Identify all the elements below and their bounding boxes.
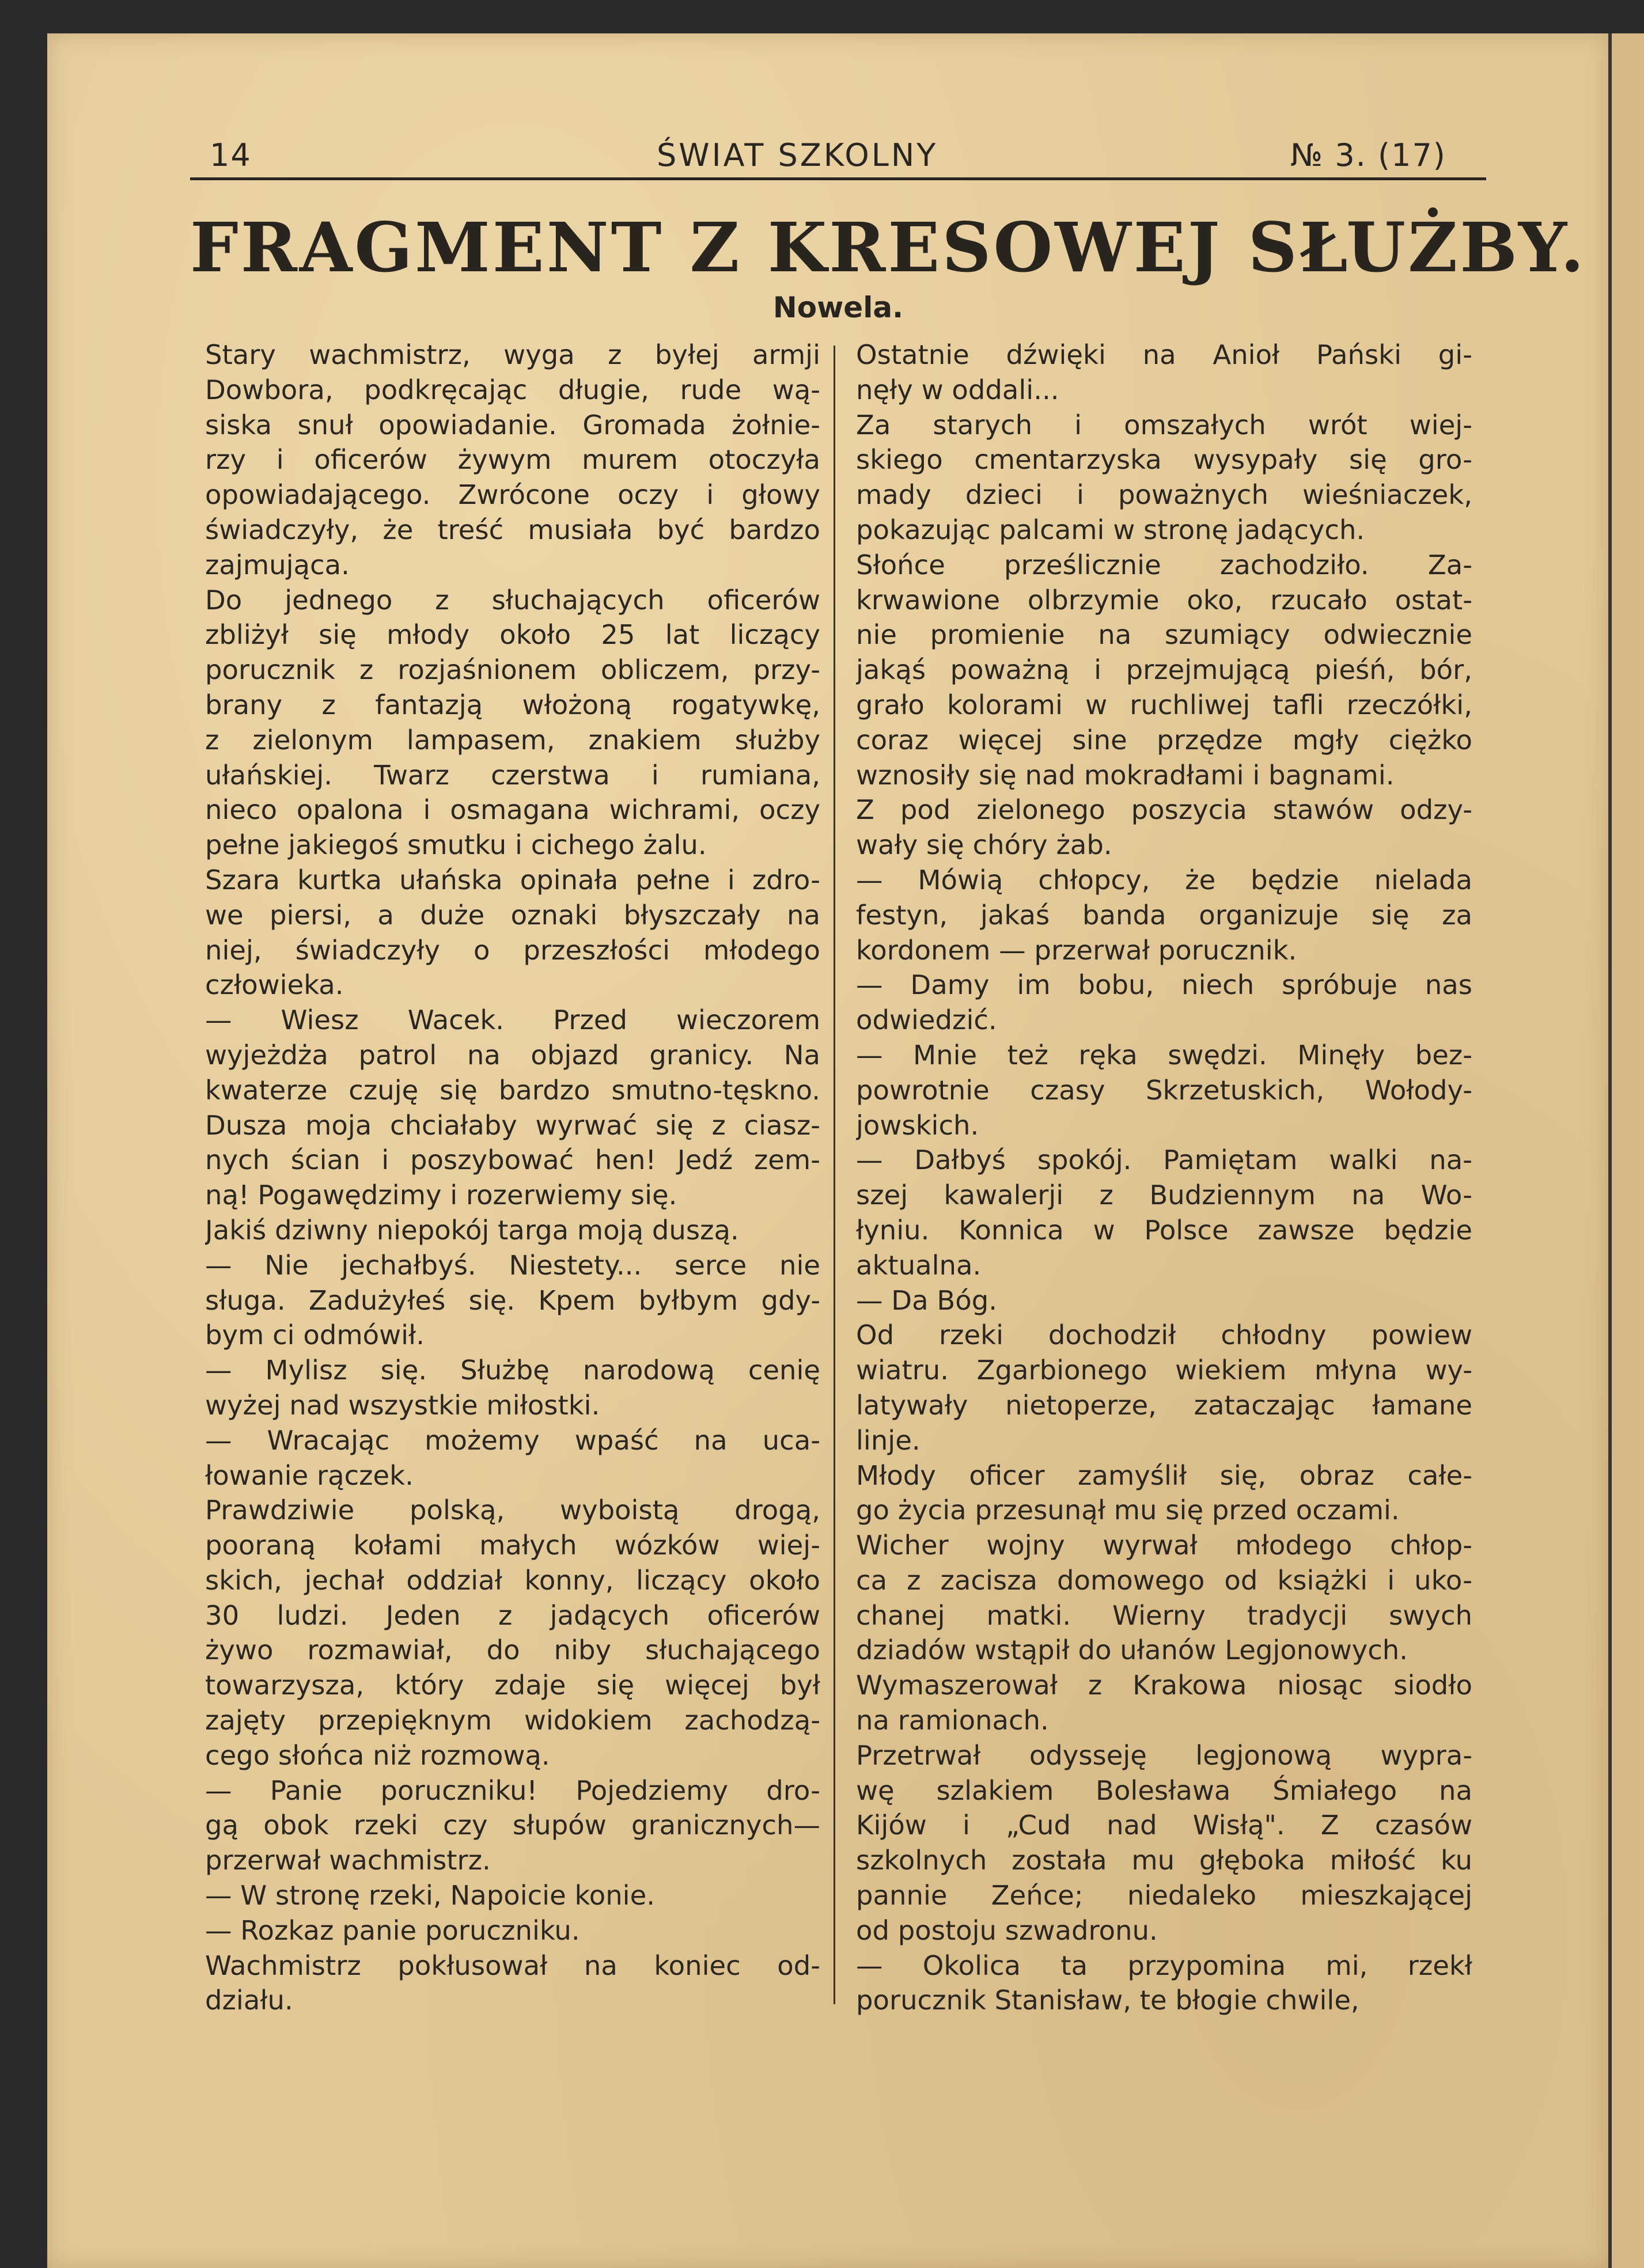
right-text-line: Młody oficer zamyślił się, obraz całe-	[856, 1459, 1472, 1491]
right-text-line: coraz więcej sine przędze mgły ciężko	[856, 724, 1472, 756]
right-text-line: powrotnie czasy Skrzetuskich, Wołody-	[856, 1074, 1472, 1106]
left-text-line: zajmująca.	[205, 549, 350, 581]
left-text-line: Stary wachmistrz, wyga z byłej armji	[205, 339, 820, 370]
right-text-line: Ostatnie dźwięki na Anioł Pański gi-	[856, 339, 1472, 370]
left-text-line: we piersi, a duże oznaki błyszczały na	[205, 899, 820, 931]
left-text-line: opowiadającego. Zwrócone oczy i głowy	[205, 479, 820, 511]
left-text-line: nych ścian i poszybować hen! Jedź zem-	[205, 1144, 820, 1176]
left-text-line: Do jednego z słuchających oficerów	[205, 584, 820, 616]
left-text-line: Dowbora, podkręcając długie, rude wą-	[205, 374, 820, 405]
left-text-line: towarzysza, który zdaje się więcej był	[205, 1670, 820, 1701]
right-text-line: od postoju szwadronu.	[856, 1914, 1158, 1946]
right-text-line: jakąś poważną i przejmującą pieśń, bór,	[856, 654, 1472, 686]
right-text-line: Wymaszerował z Krakowa niosąc siodło	[856, 1670, 1472, 1701]
header-rule	[190, 177, 1486, 180]
left-text-line: brany z fantazją włożoną rogatywkę,	[205, 689, 820, 720]
right-text-line: festyn, jakaś banda organizuje się za	[856, 899, 1472, 931]
right-text-line: ca z zacisza domowego od książki i uko-	[856, 1564, 1472, 1596]
right-text-line: nęły w oddali...	[856, 374, 1059, 405]
left-text-line: Szara kurtka ułańska opinała pełne i zdro-	[205, 864, 820, 896]
right-text-line: odwiedzić.	[856, 1004, 997, 1036]
right-text-line: Od rzeki dochodził chłodny powiew	[856, 1319, 1472, 1351]
left-text-line: — Mylisz się. Służbę narodową cenię	[205, 1355, 820, 1386]
right-text-line: pokazując palcami w stronę jadących.	[856, 514, 1365, 545]
left-text-line: Prawdziwie polską, wyboistą drogą,	[205, 1495, 820, 1526]
right-text-line: go życia przesunął mu się przed oczami.	[856, 1495, 1400, 1526]
left-text-line: cego słońca niż rozmową.	[205, 1739, 550, 1771]
left-text-line: bym ci odmówił.	[205, 1319, 425, 1351]
right-text-line: latywały nietoperze, zataczając łamane	[856, 1389, 1472, 1421]
left-text-line: pełne jakiegoś smutku i cichego żalu.	[205, 829, 707, 861]
left-text-line: rzy i oficerów żywym murem otoczyła	[205, 444, 820, 476]
left-text-line: żywo rozmawiał, do niby słuchającego	[205, 1634, 820, 1666]
right-text-line: chanej matki. Wierny tradycji swych	[856, 1599, 1472, 1631]
left-text-line: gą obok rzeki czy słupów granicznych—	[205, 1810, 820, 1841]
right-text-line: mady dzieci i poważnych wieśniaczek,	[856, 479, 1472, 511]
left-text-line: pooraną kołami małych wózków wiej-	[205, 1530, 820, 1561]
left-text-line: człowieka.	[205, 969, 344, 1001]
right-text-line: wznosiły się nad mokradłami i bagnami.	[856, 759, 1395, 791]
right-text-line: Z pod zielonego poszycia stawów odzy-	[856, 794, 1472, 826]
right-text-line: Wicher wojny wyrwał młodego chłop-	[856, 1530, 1472, 1561]
left-text-line: wyżej nad wszystkie miłostki.	[205, 1389, 600, 1421]
left-text-line: niej, świadczyły o przeszłości młodego	[205, 934, 820, 966]
right-text-line: jowskich.	[856, 1109, 979, 1141]
right-text-line: Kijów i „Cud nad Wisłą". Z czasów	[856, 1810, 1472, 1841]
left-text-line: przerwał wachmistrz.	[205, 1845, 491, 1876]
text-column-left	[205, 337, 820, 2018]
right-text-line: kordonem — przerwał porucznik.	[856, 934, 1297, 966]
left-text-line: zajęty przepięknym widokiem zachodzą-	[205, 1705, 820, 1736]
right-text-line: szej kawalerji z Budziennym na Wo-	[856, 1179, 1472, 1211]
next-page-edge	[1608, 33, 1644, 2268]
left-text-line: sługa. Zadużyłeś się. Kpem byłbym gdy-	[205, 1284, 820, 1316]
right-text-line: — Mówią chłopcy, że będzie nielada	[856, 864, 1472, 896]
left-text-line: siska snuł opowiadanie. Gromada żołnie-	[205, 409, 820, 441]
left-text-line: porucznik z rozjaśnionem obliczem, przy-	[205, 654, 820, 686]
right-text-line: wę szlakiem Bolesława Śmiałego na	[856, 1774, 1472, 1806]
left-text-line: ułańskiej. Twarz czerstwa i rumiana,	[205, 759, 820, 791]
left-text-line: — Panie poruczniku! Pojedziemy dro-	[205, 1774, 820, 1806]
left-text-line: — Nie jechałbyś. Niestety... serce nie	[205, 1249, 820, 1281]
right-text-line: — Da Bóg.	[856, 1284, 998, 1316]
page-number: 14	[210, 137, 252, 173]
right-text-line: linje.	[856, 1424, 921, 1456]
right-text-line: — Mnie też ręka swędzi. Minęły bez-	[856, 1039, 1472, 1071]
right-text-line: Przetrwał odysseję legjonową wypra-	[856, 1739, 1472, 1771]
article-subtitle: Nowela.	[772, 291, 904, 324]
right-text-line: grało kolorami w ruchliwej tafli rzeczółki,	[856, 689, 1472, 720]
left-text-line: Wachmistrz pokłusował na koniec od-	[205, 1950, 820, 1981]
left-text-line: — W stronę rzeki, Napoicie konie.	[205, 1880, 655, 1912]
right-text-line: krwawione olbrzymie oko, rzucało ostat-	[856, 584, 1472, 616]
right-text-line: wały się chóry żab.	[856, 829, 1112, 861]
left-text-line: wyjeżdża patrol na objazd granicy. Na	[205, 1039, 820, 1071]
right-text-line: dziadów wstąpił do ułanów Legjonowych.	[856, 1634, 1408, 1666]
left-text-line: zbliżył się młody około 25 lat liczący	[205, 619, 820, 651]
right-text-line: — Damy im bobu, niech spróbuje nas	[856, 969, 1472, 1001]
left-text-line: — Wracając możemy wpaść na uca-	[205, 1424, 820, 1456]
right-text-line: — Okolica ta przypomina mi, rzekł	[856, 1950, 1472, 1981]
left-text-line: świadczyły, że treść musiała być bardzo	[205, 514, 820, 545]
text-column-right	[856, 337, 1472, 2018]
left-text-line: — Wiesz Wacek. Przed wieczorem	[205, 1004, 820, 1036]
issue-number: № 3. (17)	[1290, 137, 1446, 173]
left-text-line: kwaterze czuję się bardzo smutno-tęskno.	[205, 1074, 820, 1106]
left-text-line: działu.	[205, 1985, 293, 2016]
right-text-line: pannie Zeńce; niedaleko mieszkającej	[856, 1880, 1472, 1912]
right-text-line: nie promienie na szumiący odwiecznie	[856, 619, 1472, 651]
left-text-line: 30 ludzi. Jeden z jadących oficerów	[205, 1599, 820, 1631]
right-text-line: — Dałbyś spokój. Pamiętam walki na-	[856, 1144, 1472, 1176]
left-text-line: — Rozkaz panie poruczniku.	[205, 1914, 580, 1946]
right-text-line: Za starych i omszałych wrót wiej-	[856, 409, 1472, 441]
left-text-line: nieco opalona i osmagana wichrami, oczy	[205, 794, 820, 826]
left-text-line: ną! Pogawędzimy i rozerwiemy się.	[205, 1179, 677, 1211]
journal-name: ŚWIAT SZKOLNY	[657, 137, 938, 173]
right-text-line: Słońce prześlicznie zachodziło. Za-	[856, 549, 1472, 581]
left-text-line: skich, jechał oddział konny, liczący około	[205, 1564, 820, 1596]
right-text-line: skiego cmentarzyska wysypały się gro-	[856, 444, 1472, 476]
right-text-line: porucznik Stanisław, te błogie chwile,	[856, 1985, 1359, 2016]
right-text-line: aktualna.	[856, 1249, 982, 1281]
left-text-line: łowanie rączek.	[205, 1459, 414, 1491]
right-text-line: szkolnych została mu głęboka miłość ku	[856, 1845, 1472, 1876]
left-text-line: Jakiś dziwny niepokój targa moją duszą.	[205, 1214, 739, 1246]
right-text-line: na ramionach.	[856, 1705, 1049, 1736]
right-text-line: łyniu. Konnica w Polsce zawsze będzie	[856, 1214, 1472, 1246]
left-text-line: Dusza moja chciałaby wyrwać się z ciasz-	[205, 1109, 820, 1141]
article-title: FRAGMENT Z KRESOWEJ SŁUŻBY.	[190, 207, 1586, 287]
left-text-line: z zielonym lampasem, znakiem służby	[205, 724, 820, 756]
column-divider	[834, 346, 835, 2004]
right-text-line: wiatru. Zgarbionego wiekiem młyna wy-	[856, 1355, 1472, 1386]
